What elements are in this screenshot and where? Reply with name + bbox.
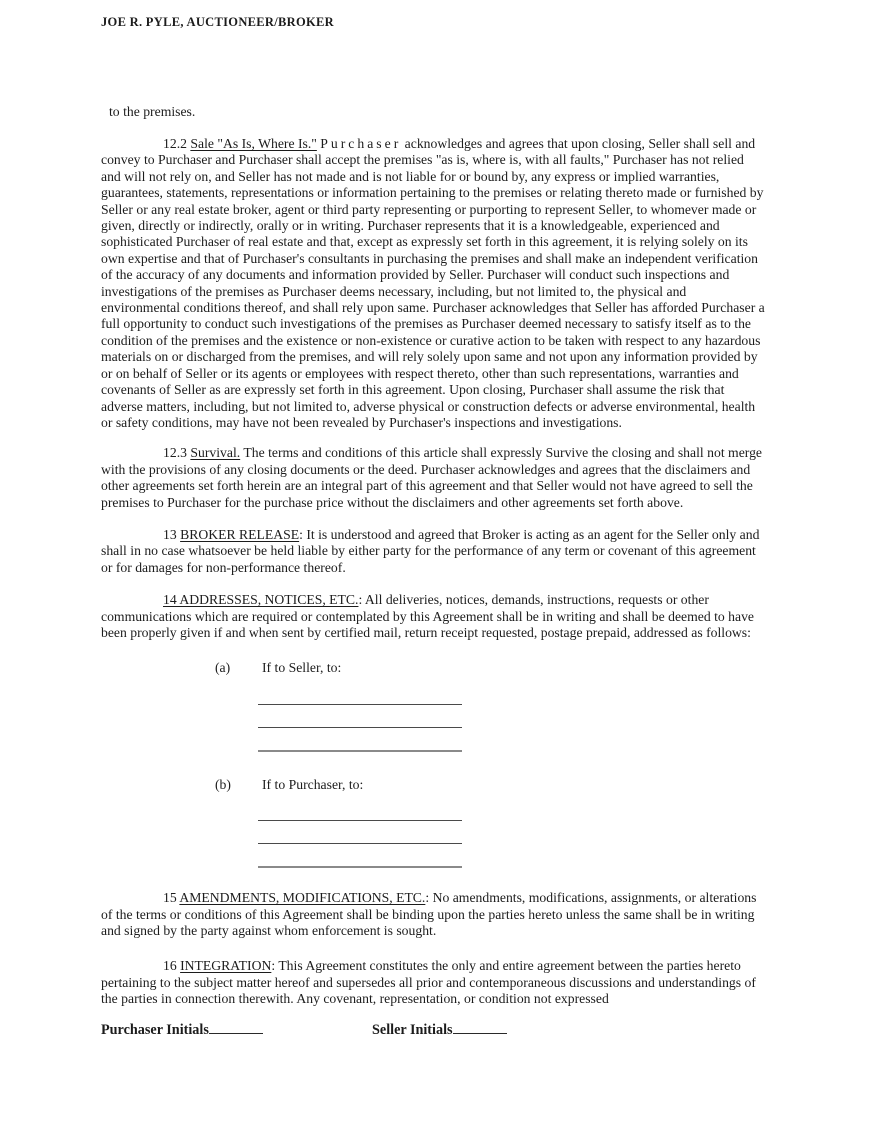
purchaser-initials-line	[209, 1019, 263, 1034]
address-fill-lines	[258, 677, 767, 752]
section-number: 13	[163, 526, 177, 542]
address-item-label: (a)	[215, 660, 231, 676]
address-row	[215, 660, 767, 676]
seller-initials-line	[453, 1019, 507, 1034]
section-body: : This Agreement constitutes the only and entire agreement between the parties hereto pertaining to the subject matter hereof and supersedes all prior and contemporaneous discussions and understandings of the parties in connection therewith. Any covenant, representation, or condition not expressed	[101, 958, 756, 1007]
section-15-paragraph	[101, 890, 767, 939]
address-blank-line	[258, 798, 462, 821]
section-14-paragraph	[101, 592, 767, 641]
section-heading: INTEGRATION	[180, 958, 272, 974]
address-blank-line	[258, 728, 462, 752]
section-lead-word: Purchaser	[320, 136, 402, 151]
address-fill-lines	[258, 793, 767, 868]
section-number: 15	[163, 890, 177, 906]
address-blank-line	[258, 705, 462, 728]
section-13-paragraph	[101, 527, 767, 576]
section-heading: Survival.	[190, 445, 241, 461]
address-block-seller	[101, 660, 767, 751]
address-blank-line	[258, 844, 462, 868]
section-number: 12.2	[163, 136, 187, 151]
section-number: 16	[163, 958, 177, 974]
section-heading: BROKER RELEASE	[180, 526, 300, 542]
address-prompt: If to Purchaser, to:	[262, 776, 364, 792]
address-blank-line	[258, 821, 462, 844]
address-row	[215, 777, 767, 793]
section-heading: AMENDMENTS, MODIFICATIONS, ETC.	[179, 890, 426, 906]
section-body: : No amendments, modifications, assignments, or alterations of the terms or conditions of this Agreement shall be binding upon the parties hereto unless the same shall be in writing and signed by the party against whom enforcement is sought.	[101, 890, 757, 938]
section-body: : All deliveries, notices, demands, instructions, requests or other communications which are required or contemplated by this Agreement shall be in writing and shall be deemed to have been properly given if and when sent by certified mail, return receipt requested, postage prepaid, addressed as follows:	[101, 592, 755, 640]
address-item-label: (b)	[215, 776, 231, 792]
address-prompt: If to Seller, to:	[262, 660, 342, 676]
purchaser-initials-label: Purchaser Initials	[101, 1021, 209, 1038]
section-heading: Sale "As Is, Where Is."	[190, 136, 317, 151]
section-body: The terms and conditions of this article shall expressly Survive the closing and shall not merge with the provisions of any closing documents or the deed. Purchaser acknowledges and agrees that the disclaimers and other agreements set forth herein are an integral part of this agreement and that Seller would not have agreed to sell the premises to Purchaser for the purchase price without the disclaimers and other agreements set forth above.	[101, 445, 762, 510]
document-body	[101, 136, 767, 1008]
carryover-text-fragment: to the premises.	[109, 104, 196, 119]
purchaser-initials-slot	[101, 1019, 372, 1039]
section-heading: 14 ADDRESSES, NOTICES, ETC.	[163, 592, 359, 608]
section-number: 12.3	[163, 445, 187, 461]
seller-initials-slot	[372, 1019, 507, 1039]
section-16-paragraph	[101, 958, 767, 1007]
section-12-3-paragraph	[101, 445, 767, 511]
section-body: : It is understood and agreed that Broker is acting as an agent for the Seller only and shall in no case whatsoever be held liable by either party for the performance of any term or covenant of this agreement or for damages for non-performance thereof.	[101, 526, 760, 575]
section-body: acknowledges and agrees that upon closing, Seller shall sell and convey to Purchaser and Purchaser shall accept the premises "as is, where is, with all faults," Purchaser has not relied and will not rely on, and Seller has not made and is not liable for or bound by, any express or implied warranties, guarantees, statements, representations or information pertaining to the premises or relating thereto made or furnished by Seller or any real estate broker, agent or third party representing or purporting to represent Seller, to whomever made or given, directly or indirectly, orally or in writing. Purchaser represents that it is a knowledgeable, experienced and sophisticated Purchaser of real estate and that, except as expressly set forth in this agreement, it is relying solely on its own expertise and that of Purchaser's consultants in purchasing the premises and shall make an independent verification of the accuracy of any documents and information provided by Seller. Purchaser will conduct such inspections and investigations of the premises as Purchaser deems necessary, including, but not limited to, the physical and environmental conditions thereof, and shall rely upon same. Purchaser acknowledges that Seller has afforded Purchaser a full opportunity to conduct such investigations of the premises as Purchaser deemed necessary to satisfy itself as to the condition of the premises and the existence or non-existence or curative action to be taken with respect to any hazardous materials on or discharged from the premises, and will rely solely upon same and not upon any information provided by or on behalf of Seller or its agents or employees with respect thereto, other than such representations, warranties and covenants of Seller as are expressly set forth in this agreement. Upon closing, Purchaser shall assume the risk that adverse matters, including, but not limited to, adverse physical or construction defects or adverse environmental, health or safety conditions, may have not been revealed by Purchaser's inspections and investigations.	[101, 136, 765, 430]
address-block-purchaser	[101, 777, 767, 868]
seller-initials-label: Seller Initials	[372, 1021, 453, 1038]
doc-header-title: JOE R. PYLE, AUCTIONEER/BROKER	[101, 15, 334, 29]
address-blank-line	[258, 682, 462, 705]
initials-footer	[101, 1019, 877, 1039]
section-12-2-paragraph	[101, 136, 767, 431]
